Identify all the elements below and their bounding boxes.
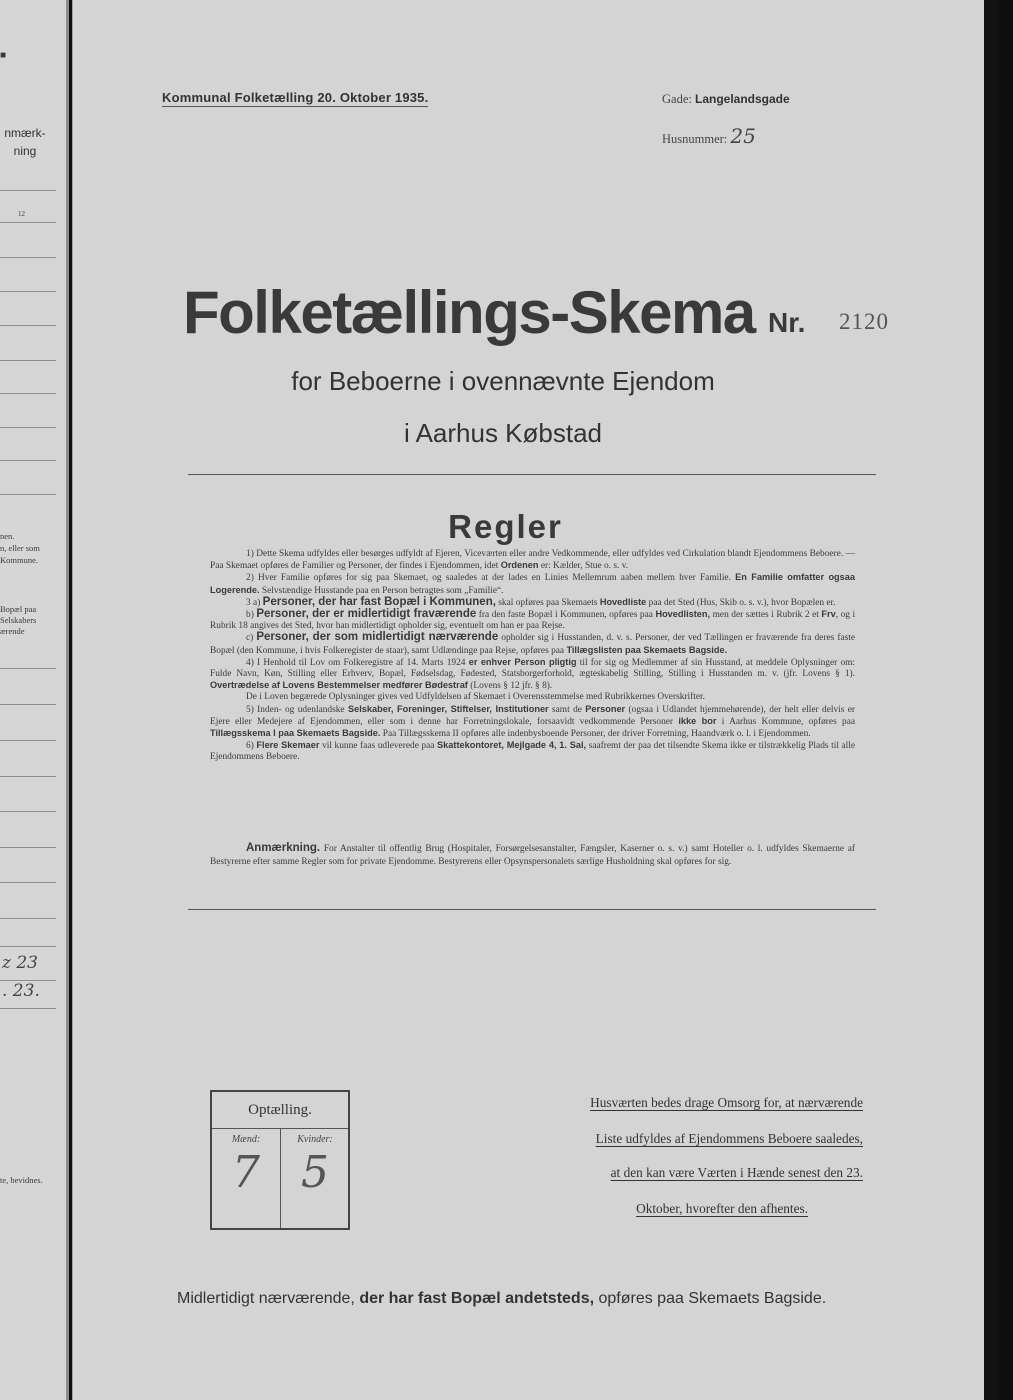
rule-5: 5) Inden- og udenlandske Selskaber, Foreninger, Stiftelser, Institutioner samt de Personer (ogsaa i Udlandet hjemmehørende), der helt eller delvis er Ejere eller Medejere af Ejendommen, eller som i denne har Forretningslokale, forsaavidt vedkommende Personer ikke bor i Aarhus Kommune, opføres paa Tillægsskema I paa Skemaets Bagside. Paa Tillægsskema II opføres alle indenbysboende Personer, der driver Forretning, Haandværk o. l. i Ejendommen. [210, 703, 856, 740]
left-rule [0, 460, 56, 461]
left-rule [0, 222, 56, 223]
left-handwriting: z 23 [2, 953, 38, 973]
landlord-line: at den kan være Værten i Hænde senest den 23. [610, 1165, 863, 1180]
rules-text [210, 549, 855, 764]
left-header-line2: ning [13, 144, 37, 158]
left-header-line1: nmærk- [4, 126, 46, 140]
left-rule [0, 847, 56, 848]
left-rule [0, 776, 56, 777]
street-value: Langelandsgade [694, 92, 790, 106]
women-column [281, 1129, 349, 1228]
landlord-line: Liste udfyldes af Ejendommens Beboere saaledes, [595, 1131, 863, 1146]
left-column-number: 12 [18, 210, 25, 218]
left-rule [0, 427, 56, 428]
footer-text: opføres paa Skemaets Bagside. [598, 1290, 827, 1307]
subtitle-town: i Aarhus Købstad [404, 418, 602, 448]
landlord-line: Husværten bedes drage Omsorg for, at nærværende [590, 1095, 863, 1110]
left-rule [0, 882, 56, 883]
street-field [662, 92, 790, 107]
census-title: Kommunal Folketælling 20. Oktober 1935. [162, 90, 429, 105]
left-rule [0, 918, 56, 919]
men-label: Mænd: [231, 1134, 261, 1145]
divider [188, 474, 876, 475]
footer-bold-text: der har fast Bopæl andetsteds, [359, 1290, 595, 1307]
count-title: Optælling. [212, 1092, 348, 1129]
rule-6: 6) Flere Skemaer vil kunne faas udleverede paa Skattekontoret, Mejlgade 4, 1. Sal, saafremt der paa det tilsendte Skema ikke er tilstrækkelig Plads til alle Ejendommens Beboere. [210, 740, 856, 763]
remark-paragraph [210, 842, 855, 869]
rule-1: 1) Dette Skema udfyldes eller besørges udfyldt af Ejeren, Viceværten eller andre Vedkommende, eller udfyldes ved Cirkulation blandt Ejendommens Beboere. — Paa Skemaet opføres de Familier og Personer, der findes i Ejendommen, idet Ordenen er: Kælder, Stue o. s. v. [210, 549, 855, 572]
left-fragment: Kommune. [0, 555, 39, 565]
footer-text: Midlertidigt nærværende, [177, 1290, 355, 1307]
rule-4: 4) I Henhold til Lov om Folkeregistre af 14. Marts 1924 er enhver Person pligtig til for sig og Medlemmer af sin Husstand, at meddele Oplysninger om: Fulde Navn, Køn, Stilling eller Erhverv, Bopæl, Fødselsdag, Fødested, Statsborgerforhold, ægteskabelig Stilling, Stilling i Husstanden m. v. (jfr. Lovens § 1). Overtrædelse af Lovens Bestemmelser medfører Bødestraf (Lovens § 12 jfr. § 8). [210, 656, 856, 692]
left-fragment: Selskabers [0, 615, 37, 625]
left-rule [0, 1008, 56, 1009]
form-title: Folketællings-Skema [183, 279, 755, 346]
left-rule [0, 946, 56, 947]
left-rule [0, 291, 56, 292]
form-number-value: 2120 [839, 309, 889, 334]
women-label: Kvinder: [297, 1134, 333, 1145]
remark-label: Anmærkning. [246, 842, 321, 854]
left-rule [0, 668, 56, 669]
women-count: 5 [301, 1147, 329, 1198]
census-form-page [72, 0, 999, 1400]
left-rule [0, 494, 56, 495]
left-rule [0, 190, 56, 191]
subtitle-residents: for Beboerne i ovennævnte Ejendom [291, 366, 715, 396]
left-bullet: ■ [0, 50, 7, 61]
count-box [210, 1090, 350, 1230]
left-rule [0, 257, 56, 258]
men-count: 7 [232, 1147, 260, 1198]
house-number-field [662, 124, 756, 148]
divider [188, 909, 876, 910]
rule-4b: De i Loven begærede Oplysninger gives ved Udfyldelsen af Skemaet i Overensstemmelse med Rubrikkernes Overskrifter. [246, 692, 705, 703]
left-rule [0, 740, 56, 741]
left-fragment: n, eller som [0, 543, 40, 553]
left-rule [0, 811, 56, 812]
rule-2: 2) Hver Familie opføres for sig paa Skemaet, og saaledes at der lades en Linies Mellemrum aaben mellem hver Familie. En Familie omfatter ogsaa Logerende. Selvstændige Husstande paa en Person betragtes som „Familie“. [210, 572, 856, 596]
left-rule [0, 360, 56, 361]
street-label: Gade: [662, 92, 692, 106]
left-rule [0, 393, 56, 394]
house-number-label: Husnummer: [662, 132, 728, 146]
rule-3b: b) Personer, der er midlertidigt fraværende fra den faste Bopæl i Kommunen, opføres paa Hovedlisten, men der sættes i Rubrik 2 et Frv, og i Rubrik 18 angives det Sted, hvor han midlertidigt opholder sig, eventuelt om han er paa Rejse. [210, 608, 856, 632]
left-rule [0, 704, 56, 705]
men-column [212, 1129, 281, 1228]
rule-3c: c) Personer, der som midlertidigt nærværende opholder sig i Husstanden, d. v. s. Personer, der ved Tællingen er fraværende fra deres faste Bopæl (den Kommune, i hvis Folkeregister de staar), samt Udlændinge paa Rejse, opføres paa Tillægslisten paa Skemaets Bagside. [210, 631, 856, 656]
left-rule [0, 325, 56, 326]
landlord-line: Oktober, hvorefter den afhentes. [636, 1201, 808, 1216]
left-fragment: ærende [0, 626, 25, 636]
left-fragment: Bopæl paa [0, 604, 37, 614]
rule-3a: 3 a) Personer, der har fast Bopæl i Kommunen, skal opføres paa Skemaets Hovedliste paa det Sted (Hus, Skib o. s. v.), hvor Bopælen er. [246, 595, 836, 608]
left-handwriting: . 23. [2, 981, 40, 1001]
form-number-label: Nr. [768, 307, 806, 338]
left-fragment: te, bevidnes. [0, 1175, 43, 1185]
remark-text: For Anstalter til offentlig Brug (Hospitaler, Forsørgelsesanstalter, Fængsler, Kaserner o. s. v.) samt Hoteller o. l. udfyldes Skemaerne af Bestyrerne efter samme Regler som for private Ejendomme. Bestyrerens eller Opsynspersonalets særlige Husholdning skal opføres for sig. [210, 844, 856, 867]
rules-heading: Regler [448, 508, 563, 545]
left-page-strip [0, 0, 69, 1400]
house-number-value: 25 [730, 124, 756, 148]
page-edge-shadow [984, 0, 999, 1400]
left-fragment: nen. [0, 531, 15, 541]
footer-note [177, 1290, 826, 1308]
